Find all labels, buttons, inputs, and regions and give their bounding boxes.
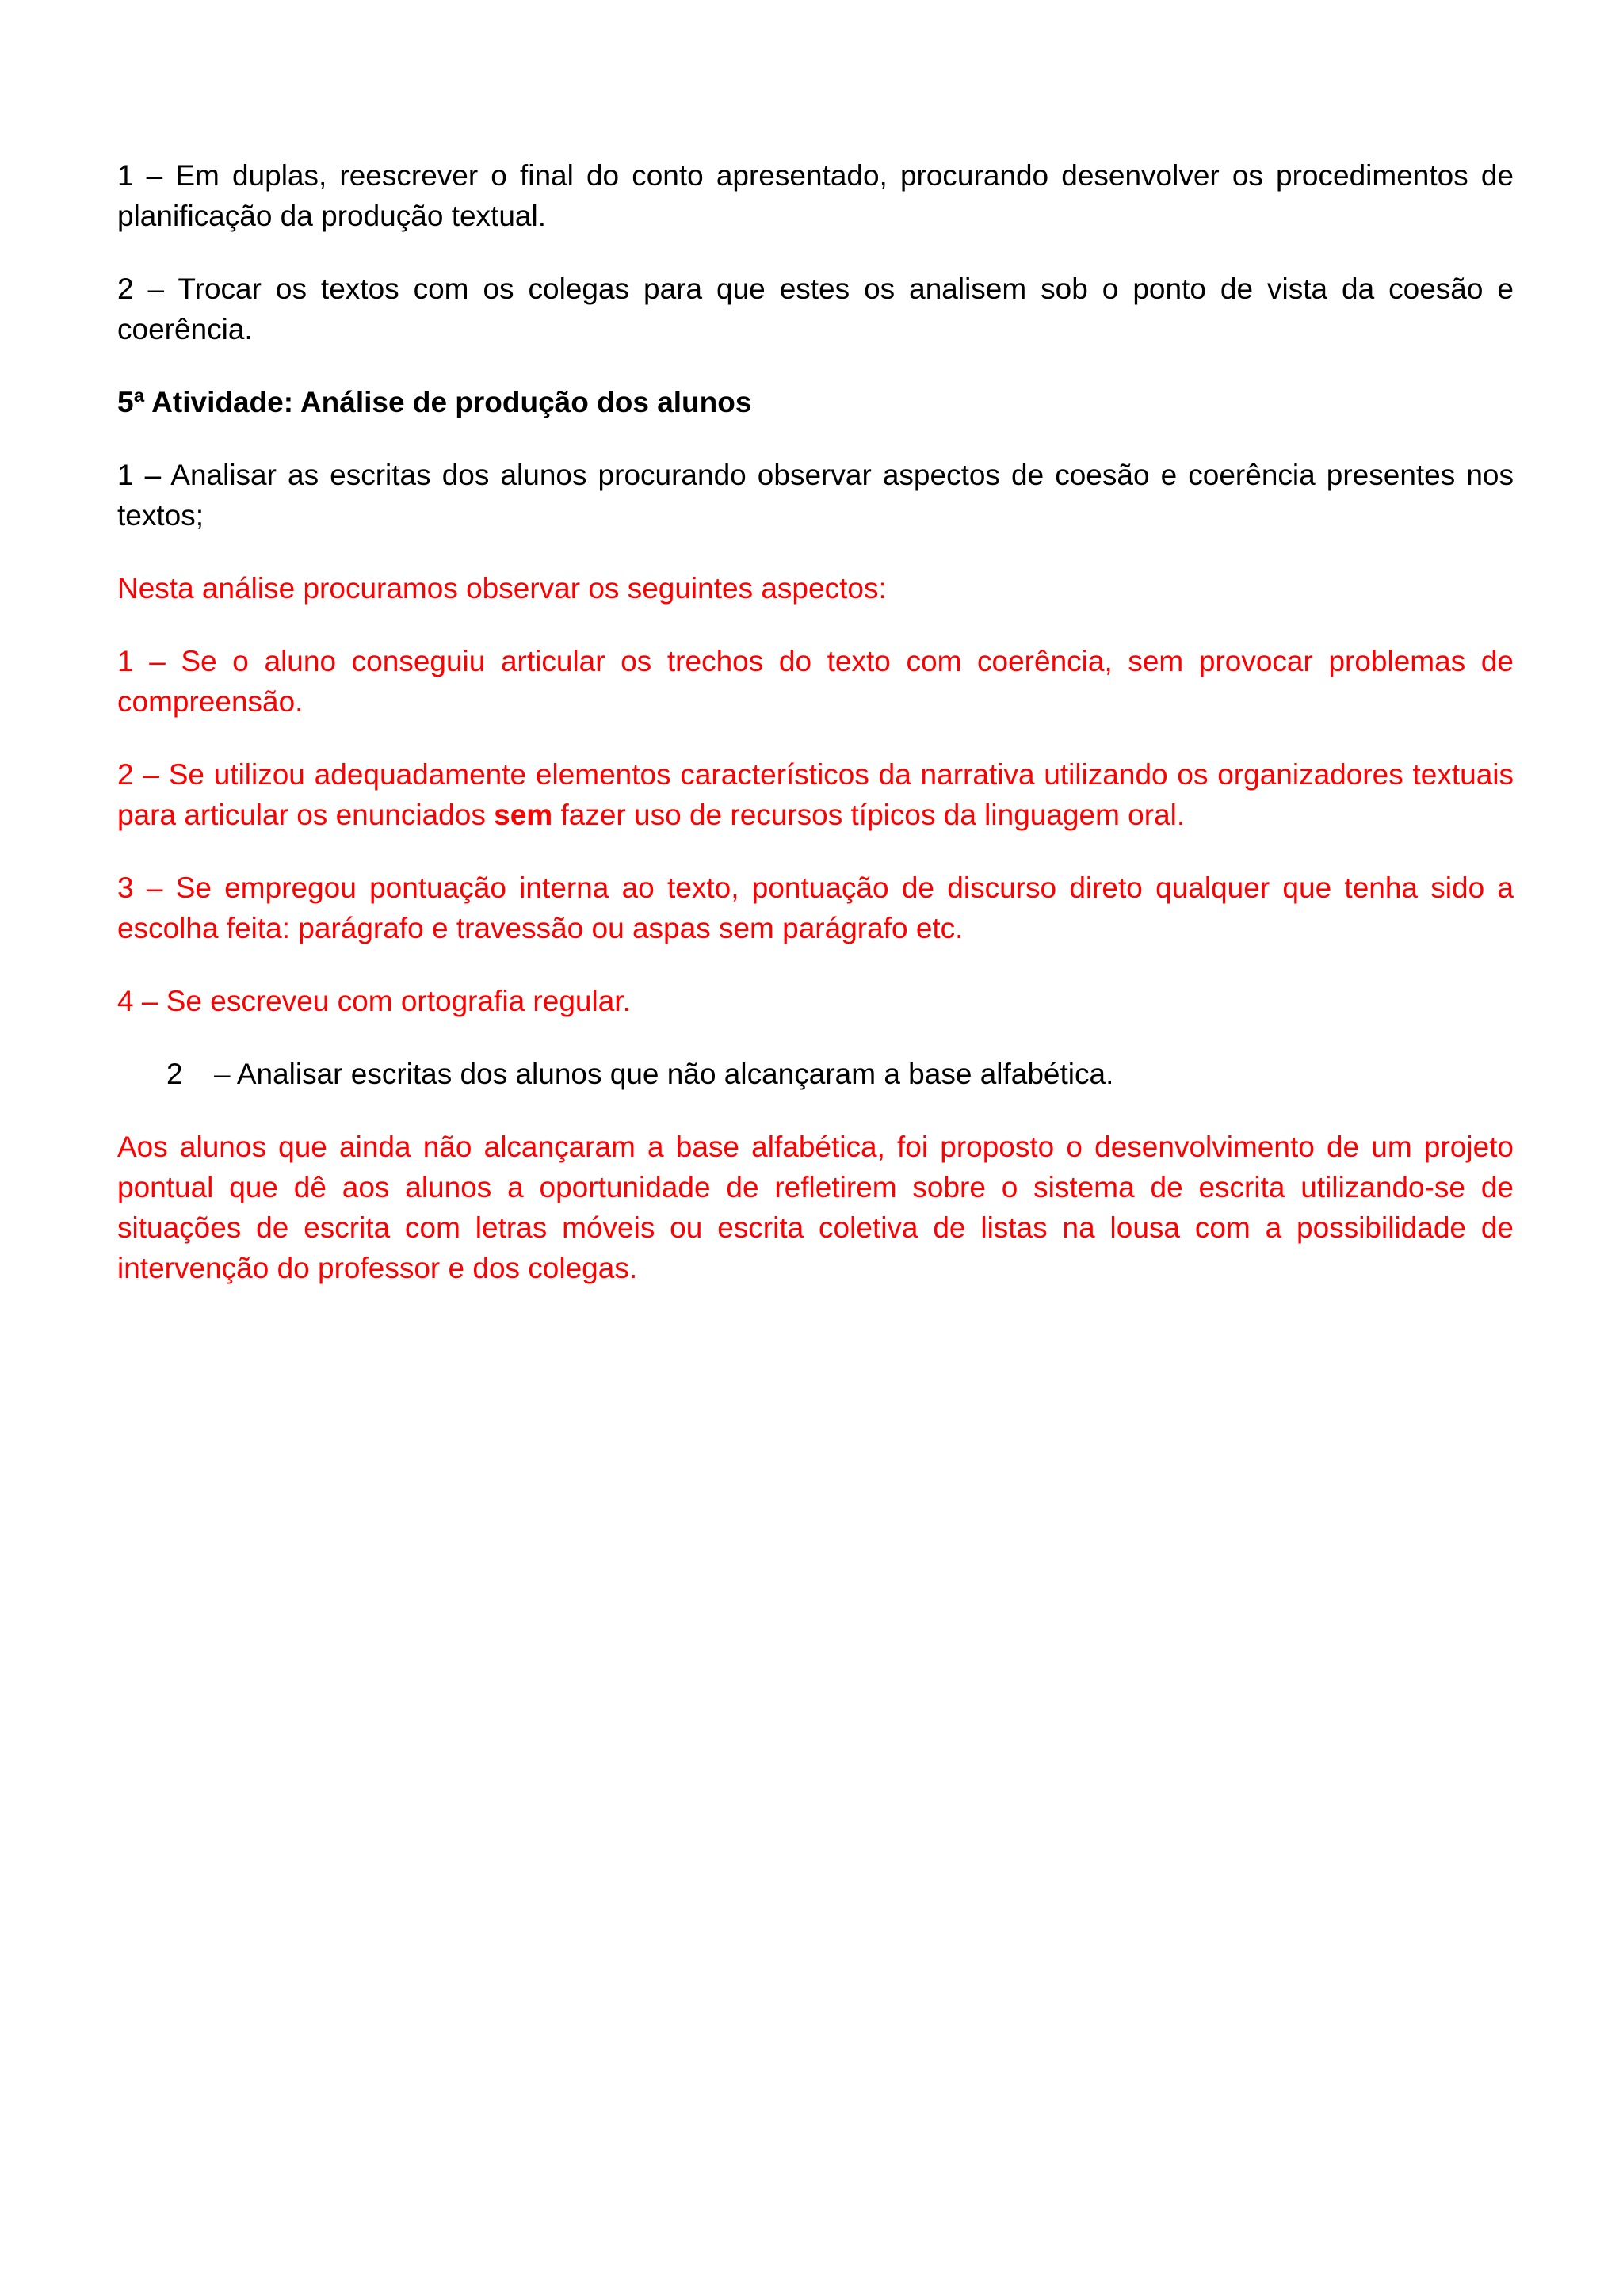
analysis-item-2-bold: sem	[494, 799, 553, 831]
analysis-item-1: 1 – Se o aluno conseguiu articular os trechos do texto com coerência, sem provocar problemas de compreensão.	[117, 645, 1514, 718]
list-item-text: – Analisar escritas dos alunos que não alcançaram a base alfabética.	[214, 1058, 1114, 1090]
document-page	[117, 155, 1514, 1321]
section-heading: 5ª Atividade: Análise de produção dos alunos	[117, 386, 752, 418]
analysis-item-2	[117, 754, 1514, 835]
list-item-number: 2	[166, 1058, 183, 1090]
paragraph-rewrite-ending: 1 – Em duplas, reescrever o final do conto apresentado, procurando desenvolver os procedimentos de planificação da produção textual.	[117, 159, 1514, 232]
paragraph-analyze-writing: 1 – Analisar as escritas dos alunos procurando observar aspectos de coesão e coerência presentes nos textos;	[117, 459, 1514, 532]
analysis-item-2-text-a: 2 – Se utilizou adequadamente elementos característicos da narrativa utilizando os organizadores textuais para articular os enunciados	[117, 758, 1514, 831]
analysis-intro: Nesta análise procuramos observar os seguintes aspectos:	[117, 572, 887, 605]
analysis-item-2-text-b: fazer uso de recursos típicos da linguagem oral.	[552, 799, 1186, 831]
non-alphabetic-proposal: Aos alunos que ainda não alcançaram a base alfabética, foi proposto o desenvolvimento de um projeto pontual que dê aos alunos a oportunidade de refletirem sobre o sistema de escrita utilizando-se de situações de escrita com letras móveis ou escrita coletiva de listas na lousa com a possibilidade de intervenção do professor e dos colegas.	[117, 1131, 1514, 1284]
analysis-item-4: 4 – Se escreveu com ortografia regular.	[117, 985, 631, 1017]
analysis-item-3: 3 – Se empregou pontuação interna ao texto, pontuação de discurso direto qualquer que tenha sido a escolha feita: parágrafo e travessão ou aspas sem parágrafo etc.	[117, 871, 1514, 944]
paragraph-exchange-texts: 2 – Trocar os textos com os colegas para que estes os analisem sob o ponto de vista da coesão e coerência.	[117, 273, 1514, 345]
list-item	[117, 1054, 1514, 1094]
